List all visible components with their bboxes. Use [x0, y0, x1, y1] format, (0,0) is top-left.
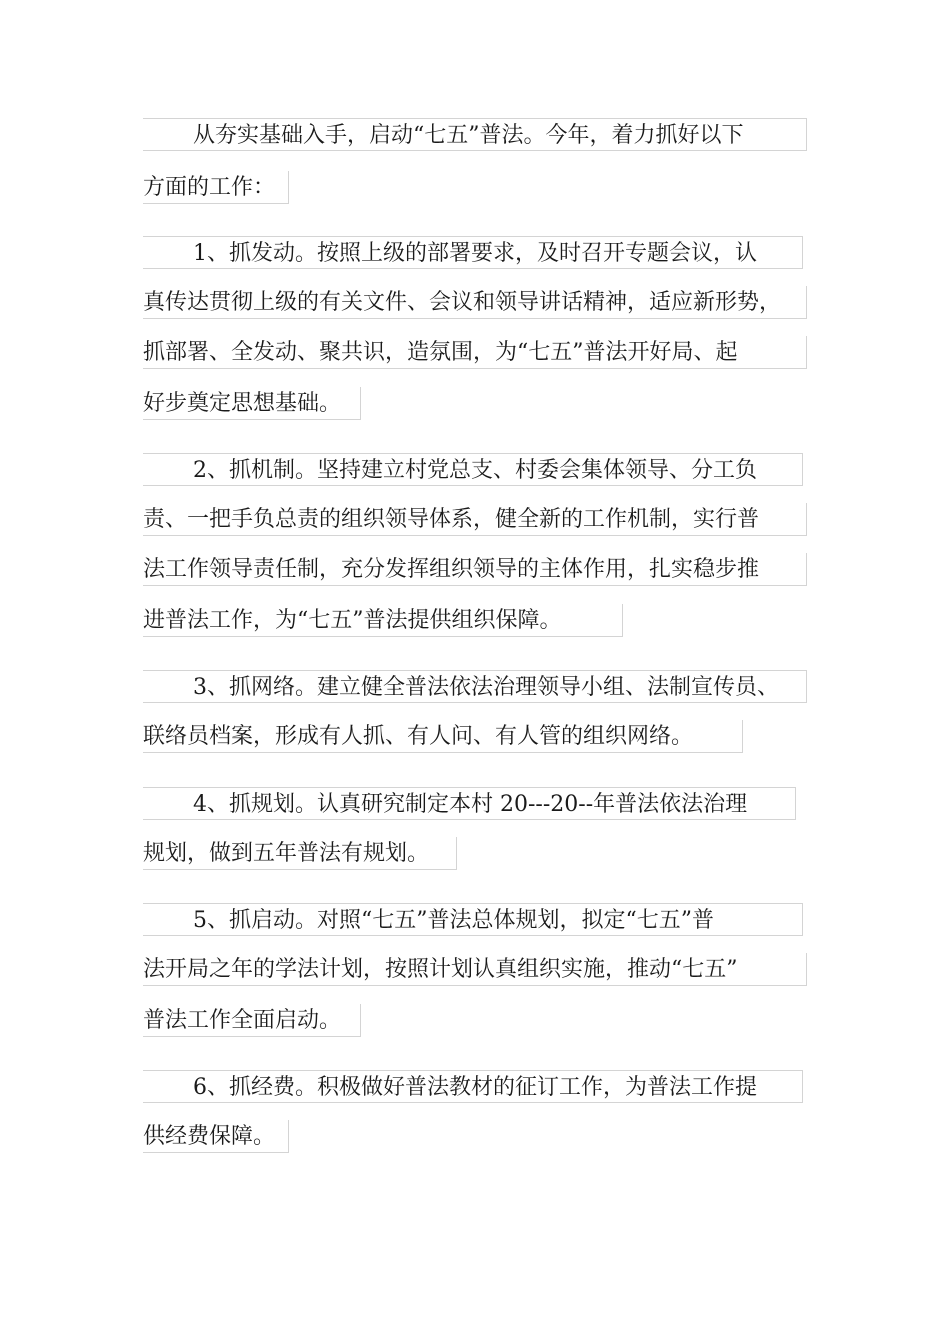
paragraph-2-line-2: 真传达贯彻上级的有关文件、会议和领导讲话精神，适应新形势， — [143, 286, 807, 319]
paragraph-2-line-1: 1、抓发动。按照上级的部署要求，及时召开专题会议，认 — [143, 236, 803, 269]
paragraph-3-line-1: 2、抓机制。坚持建立村党总支、村委会集体领导、分工负 — [143, 453, 803, 486]
paragraph-2-line-3: 抓部署、全发动、聚共识，造氛围，为“七五”普法开好局、起 — [143, 336, 807, 369]
paragraph-4-line-2: 联络员档案，形成有人抓、有人问、有人管的组织网络。 — [143, 720, 743, 753]
paragraph-6-line-2: 法开局之年的学法计划，按照计划认真组织实施，推动“七五” — [143, 953, 807, 986]
paragraph-4-line-1: 3、抓网络。建立健全普法依法治理领导小组、法制宣传员、 — [143, 670, 807, 703]
paragraph-7-line-1: 6、抓经费。积极做好普法教材的征订工作，为普法工作提 — [143, 1070, 803, 1103]
paragraph-7-line-2: 供经费保障。 — [143, 1120, 289, 1153]
paragraph-5-line-2: 规划，做到五年普法有规划。 — [143, 837, 457, 870]
paragraph-1-line-1: 从夯实基础入手，启动“七五”普法。今年，着力抓好以下 — [143, 118, 807, 151]
paragraph-1-line-2: 方面的工作： — [143, 171, 289, 204]
paragraph-6-line-3: 普法工作全面启动。 — [143, 1004, 361, 1037]
paragraph-2-line-4: 好步奠定思想基础。 — [143, 387, 361, 420]
paragraph-5-line-1: 4、抓规划。认真研究制定本村 20---20--年普法依法治理 — [143, 787, 796, 820]
paragraph-3-line-2: 责、一把手负总责的组织领导体系，健全新的工作机制，实行普 — [143, 503, 807, 536]
paragraph-6-line-1: 5、抓启动。对照“七五”普法总体规划，拟定“七五”普 — [143, 903, 803, 936]
paragraph-3-line-4: 进普法工作，为“七五”普法提供组织保障。 — [143, 604, 623, 637]
paragraph-3-line-3: 法工作领导责任制，充分发挥组织领导的主体作用，扎实稳步推 — [143, 553, 807, 586]
